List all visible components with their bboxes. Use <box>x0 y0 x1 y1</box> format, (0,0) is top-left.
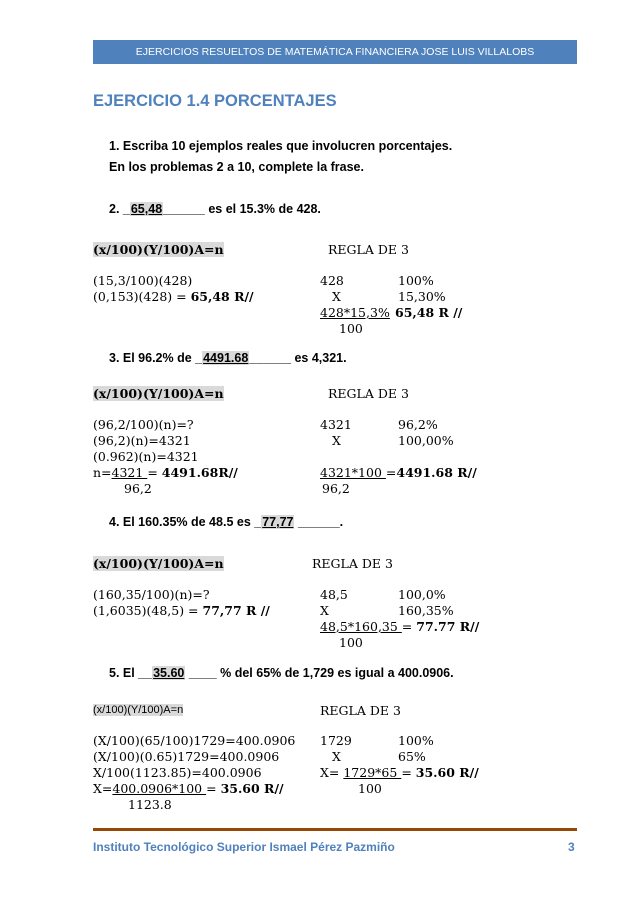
p5-line-3: X/100(1123.85)=400.0906 <box>93 765 262 780</box>
p3-line-5: 96,2 <box>124 481 152 496</box>
p4-line-1: (160,35/100)(n)=? <box>93 587 210 602</box>
p5-rule-3-prefix: X= <box>320 765 344 780</box>
p3-result: 4491.68R// <box>161 465 238 480</box>
p3-line-4-equals: = <box>147 465 162 480</box>
p5-rule-2b: 65% <box>398 749 426 764</box>
formula-2: (x/100)(Y/100)A=n <box>93 242 224 257</box>
p2-rule-result: 65,48 R // <box>395 305 463 320</box>
p3-line-1: (96,2/100)(n)=? <box>93 417 194 432</box>
p4-rule-1a: 48,5 <box>320 587 348 602</box>
p5-rule-result: 35.60 R// <box>415 765 479 780</box>
question-4-answer: 77,77 <box>262 515 294 529</box>
p2-rule-2b: 15,30% <box>398 289 446 304</box>
p5-line-4-equals: = <box>206 781 221 796</box>
p5-rule-3-numerator: 1729*65 <box>343 765 402 780</box>
footer-institution: Instituto Tecnológico Superior Ismael Pérez Pazmiño <box>93 840 395 854</box>
header-banner-text: EJERCICIOS RESUELTOS DE MATEMÁTICA FINANCIERA JOSE LUIS VILLALOBS <box>135 46 535 58</box>
p4-rule-result: 77.77 R// <box>416 619 480 634</box>
p3-line-4 <box>93 465 238 480</box>
p5-line-4-prefix: X= <box>93 781 113 796</box>
question-4 <box>109 515 343 529</box>
p3-rule-2a: X <box>332 433 341 448</box>
p4-rule-3-numerator: 48,5*160,35 <box>320 619 402 634</box>
regla-de-3-label-2: REGLA DE 3 <box>328 242 409 257</box>
question-5 <box>109 666 454 680</box>
instructions: En los problemas 2 a 10, complete la frase. <box>109 160 364 174</box>
p5-line-4-numerator: 400.0906*100 <box>112 781 207 796</box>
p3-rule-1a: 4321 <box>320 417 352 432</box>
p5-line-1: (X/100)(65/100)1729=400.0906 <box>93 733 296 748</box>
p3-rule-3-numerator: 4321*100 <box>320 465 386 480</box>
footer-page-number: 3 <box>568 840 575 854</box>
p2-rule-2a: X <box>332 289 341 304</box>
p4-rule-3 <box>320 619 479 634</box>
p3-line-4-numerator: 4321 <box>111 465 148 480</box>
header-banner <box>93 40 577 64</box>
p4-line-2 <box>93 603 270 618</box>
p2-line-1: (15,3/100)(428) <box>93 273 193 288</box>
regla-de-3-label-3: REGLA DE 3 <box>328 386 409 401</box>
p3-line-4-prefix: n= <box>93 465 112 480</box>
regla-de-3-label-5: REGLA DE 3 <box>320 703 401 718</box>
p2-rule-3a: 428*15,3% <box>320 305 390 320</box>
p3-rule-2b: 100,00% <box>398 433 454 448</box>
question-5-answer: 35.60 <box>153 666 185 680</box>
p5-rule-1a: 1729 <box>320 733 352 748</box>
p3-rule-3-equals: = <box>385 465 397 480</box>
p5-line-5: 1123.8 <box>128 797 172 812</box>
p3-rule-3 <box>320 465 477 480</box>
question-3 <box>109 351 347 365</box>
question-3-prefix: 3. El 96.2% de _ <box>109 351 203 365</box>
p2-result: 65,48 R// <box>190 289 254 304</box>
p5-result: 35.60 R// <box>220 781 284 796</box>
question-1: 1. Escriba 10 ejemplos reales que involucren porcentajes. <box>109 139 453 153</box>
question-5-suffix: ____ % del 65% de 1,729 es igual a 400.0906. <box>185 666 454 680</box>
formula-4: (x/100)(Y/100)A=n <box>93 556 224 571</box>
p2-rule-1b: 100% <box>398 273 434 288</box>
p3-line-3: (0.962)(n)=4321 <box>93 449 199 464</box>
question-4-prefix: 4. El 160.35% de 48.5 es _ <box>109 515 262 529</box>
p3-rule-result: 4491.68 R// <box>396 465 477 480</box>
p3-line-2: (96,2)(n)=4321 <box>93 433 191 448</box>
formula-5: (x/100)(Y/100)A=n <box>93 704 184 716</box>
p3-rule-1b: 96,2% <box>398 417 438 432</box>
question-3-answer: 4491.68 <box>203 351 249 365</box>
p4-line-2-text: (1,6035)(48,5) = <box>93 603 203 618</box>
p5-rule-4: 100 <box>358 781 382 796</box>
p5-rule-2a: X <box>332 749 341 764</box>
p4-rule-3-equals: = <box>401 619 417 634</box>
exercise-title: EJERCICIO 1.4 PORCENTAJES <box>93 92 337 110</box>
p4-rule-4: 100 <box>339 635 363 650</box>
p2-rule-4: 100 <box>339 321 363 336</box>
p5-line-4 <box>93 781 284 796</box>
p5-rule-1b: 100% <box>398 733 434 748</box>
question-3-suffix: ______ es 4,321. <box>249 351 347 365</box>
p4-rule-2b: 160,35% <box>398 603 454 618</box>
question-4-suffix: ______. <box>294 515 344 529</box>
question-5-prefix: 5. El __ <box>109 666 153 680</box>
footer-rule <box>93 828 577 831</box>
p2-rule-1a: 428 <box>320 273 344 288</box>
p5-line-2: (X/100)(0.65)1729=400.0906 <box>93 749 280 764</box>
p4-rule-2a: X <box>320 603 329 618</box>
p2-line-2-text: (0,153)(428) = <box>93 289 191 304</box>
formula-3: (x/100)(Y/100)A=n <box>93 386 224 401</box>
p4-result: 77,77 R // <box>202 603 270 618</box>
p4-rule-1b: 100,0% <box>398 587 446 602</box>
question-2-suffix: ______ es el 15.3% de 428. <box>163 202 321 216</box>
p2-line-2 <box>93 289 254 304</box>
question-2-prefix: 2. _ <box>109 202 130 216</box>
question-2-answer: 65,48 <box>130 202 163 216</box>
p3-rule-4: 96,2 <box>322 481 350 496</box>
p5-rule-3-equals: = <box>401 765 416 780</box>
p5-rule-3 <box>320 765 479 780</box>
question-2 <box>109 202 321 216</box>
regla-de-3-label-4: REGLA DE 3 <box>312 556 393 571</box>
